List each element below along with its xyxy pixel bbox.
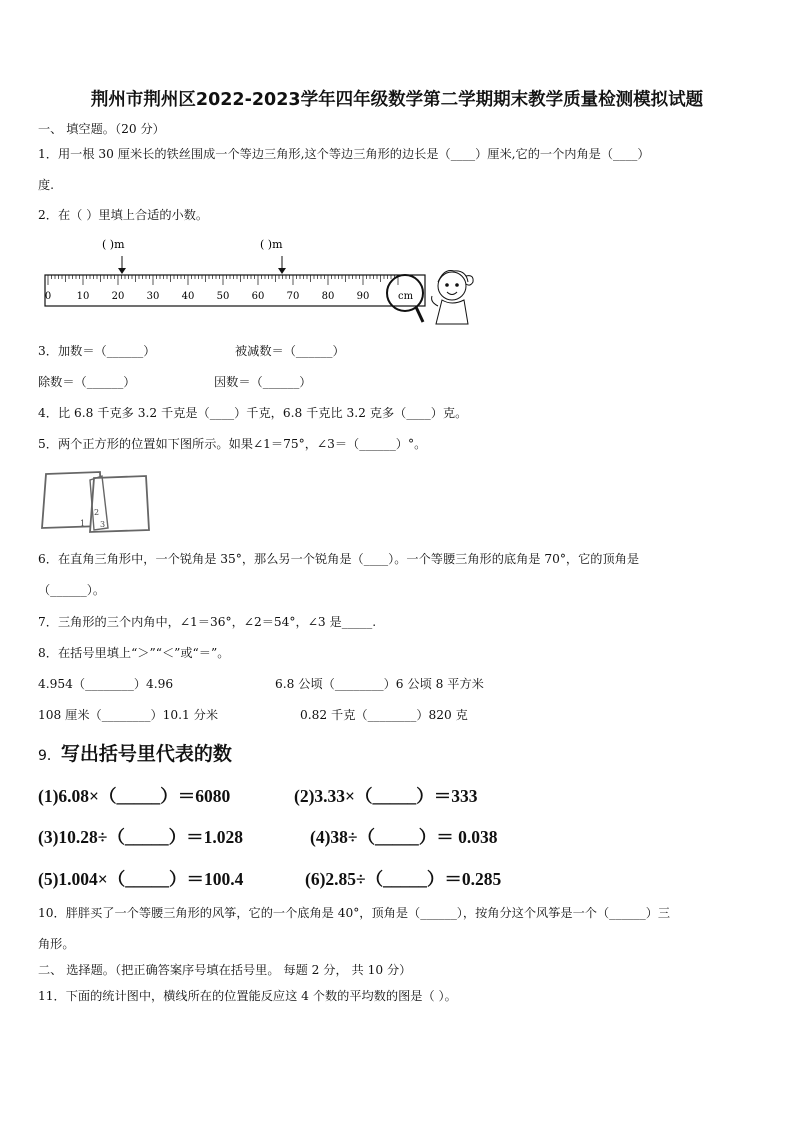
ruler-bracket-b: ( )m — [260, 238, 283, 251]
square-right — [90, 476, 149, 532]
question-4: 4．比 6.8 千克多 3.2 千克是（____）千克，6.8 千克比 3.2 克多（____）克。 — [38, 406, 468, 420]
angle-label-3: 3 — [100, 520, 106, 529]
ruler-label: 70 — [286, 291, 300, 302]
ruler-label: 90 — [356, 291, 370, 302]
question-9-item-1: (1)6.08×（_____）＝6080 — [38, 786, 231, 806]
ruler-label: 10 — [76, 291, 90, 302]
page-title: 荆州市荆州区2022-2023学年四年级数学第二学期期末教学质量检测模拟试题 — [90, 90, 704, 110]
question-7: 7．三角形的三个内角中，∠1＝36°，∠2＝54°，∠3 是_____. — [38, 615, 377, 629]
question-9-title: 写出括号里代表的数 — [60, 743, 232, 765]
question-6-line-1: 6．在直角三角形中，一个锐角是 35°，那么另一个锐角是（____）。一个等腰三角形的底角是 70°，它的顶角是 — [38, 552, 640, 566]
question-9-item-4: (4)38÷（_____）＝ 0.038 — [310, 827, 498, 847]
question-5: 5．两个正方形的位置如下图所示。如果∠1＝75°，∠3＝（______）°。 — [38, 437, 427, 451]
angle-label-1: 1 — [80, 519, 86, 528]
question-3-addend: 3．加数＝（______） — [38, 344, 156, 358]
question-1-line-1: 1．用一根 30 厘米长的铁丝围成一个等边三角形,这个等边三角形的边长是（____）厘米,它的一个内角是（____） — [38, 147, 650, 161]
ruler-figure — [40, 236, 480, 331]
ruler-arrowhead-b — [278, 268, 286, 274]
question-9-item-5: (5)1.004×（_____）＝100.4 — [38, 869, 244, 889]
question-3-factor: 因数＝（______） — [214, 375, 312, 389]
ruler-label: 80 — [321, 291, 335, 302]
ruler-label: 40 — [181, 291, 195, 302]
ruler-label: 60 — [251, 291, 265, 302]
ruler-label: 20 — [111, 291, 125, 302]
child-cartoon-icon — [432, 270, 474, 324]
ruler-label: 0 — [44, 291, 52, 302]
question-8: 8．在括号里填上“＞”“＜”或“＝”。 — [38, 646, 230, 660]
question-8-item-c: 108 厘米（________）10.1 分米 — [38, 708, 219, 722]
question-9-item-6: (6)2.85÷（_____）＝0.285 — [305, 869, 502, 889]
angle-label-2: 2 — [94, 508, 100, 517]
question-1-line-2: 度. — [38, 178, 55, 192]
ruler-arrowhead-a — [118, 268, 126, 274]
question-8-item-a: 4.954（________）4.96 — [38, 677, 174, 691]
question-3-divisor: 除数＝（______） — [38, 375, 136, 389]
question-8-item-b: 6.8 公顷（________）6 公顷 8 平方米 — [275, 677, 484, 691]
question-9-item-2: (2)3.33×（_____）＝333 — [294, 786, 478, 806]
question-9-heading — [38, 739, 232, 766]
question-11: 11．下面的统计图中，横线所在的位置能反应这 4 个数的平均数的图是（ ）。 — [38, 989, 457, 1003]
question-8-item-d: 0.82 千克（________）820 克 — [300, 708, 468, 722]
ruler-unit: cm — [398, 291, 414, 302]
ruler-label: 30 — [146, 291, 160, 302]
question-2: 2．在（ ）里填上合适的小数。 — [38, 208, 209, 222]
question-9-number: 9． — [38, 748, 61, 764]
question-10-line-1: 10．胖胖买了一个等腰三角形的风筝，它的一个底角是 40°，顶角是（______），按角分这个风筝是一个（______）三 — [38, 906, 671, 920]
section-2-heading: 二、 选择题。（把正确答案序号填在括号里。 每题 2 分， 共 10 分） — [38, 963, 412, 977]
question-3-minuend: 被减数＝（______） — [235, 344, 345, 358]
question-9-item-3: (3)10.28÷（_____）＝1.028 — [38, 827, 244, 847]
two-squares-figure — [38, 470, 153, 535]
question-6-line-2: （______）。 — [38, 583, 106, 597]
magnifier-handle — [416, 307, 423, 322]
question-10-line-2: 角形。 — [38, 937, 75, 951]
section-1-heading: 一、 填空题。（20 分） — [38, 122, 165, 136]
ruler-label: 50 — [216, 291, 230, 302]
ruler-bracket-a: ( )m — [102, 238, 125, 251]
